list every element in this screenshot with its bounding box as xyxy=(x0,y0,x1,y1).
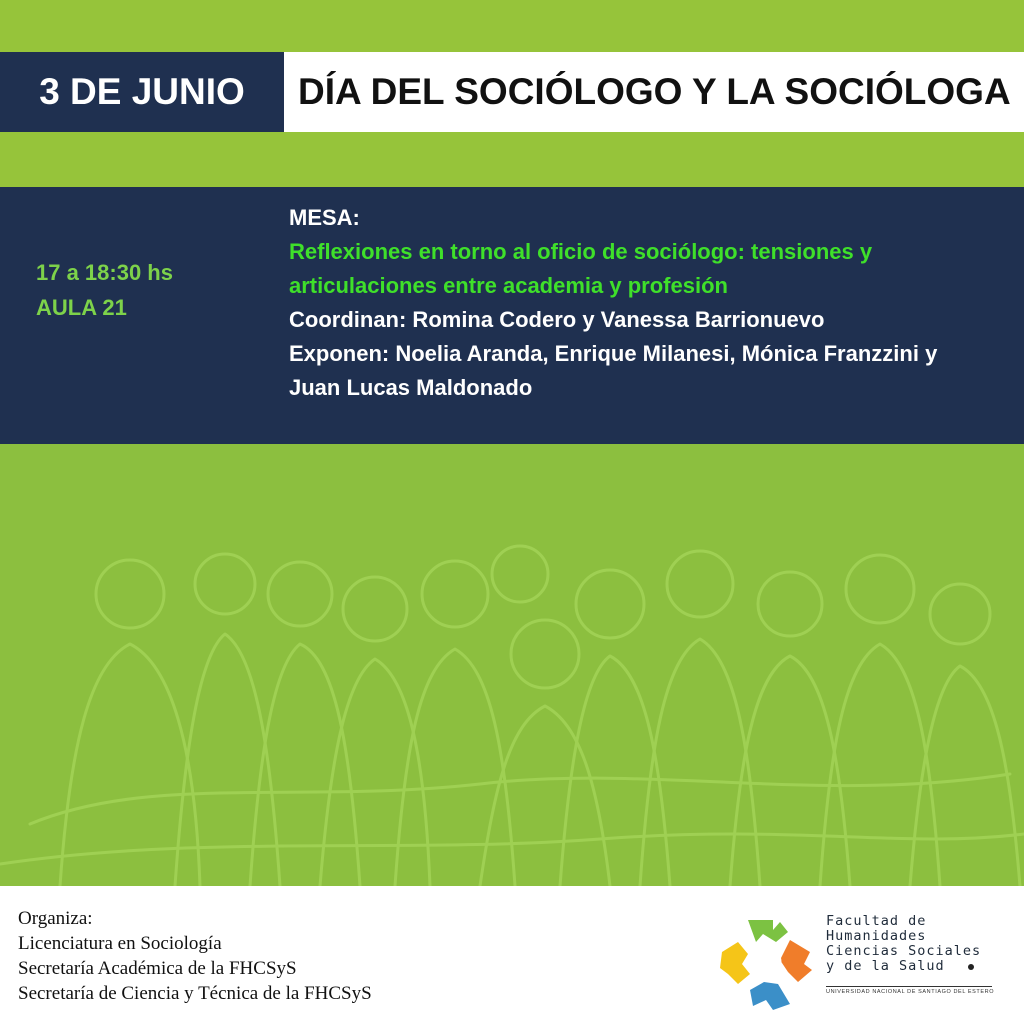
puzzle-emblem-icon xyxy=(718,912,818,1012)
mesa-label: MESA: xyxy=(289,205,360,230)
organizer-item: Licenciatura en Sociología xyxy=(18,933,222,954)
speakers-line1: Exponen: Noelia Aranda, Enrique Milanesi, Mónica Franzzini y xyxy=(289,341,938,366)
crowd-line-illustration xyxy=(0,444,1024,886)
logo-line: Humanidades xyxy=(826,928,927,944)
organizer-item: Secretaría Académica de la FHCSyS xyxy=(18,958,297,979)
speakers-line2: Juan Lucas Maldonado xyxy=(289,375,533,400)
top-green-band xyxy=(0,0,1024,52)
footer xyxy=(0,886,1024,1024)
logo-divider xyxy=(826,986,992,987)
logo-line: Ciencias Sociales xyxy=(826,943,982,959)
logo-line: Facultad de xyxy=(826,913,927,929)
green-separator-band xyxy=(0,132,1024,187)
page-title: DÍA DEL SOCIÓLOGO Y LA SOCIÓLOGA xyxy=(284,52,1024,132)
logo-dot xyxy=(968,964,974,970)
mesa-title-line1: Reflexiones en torno al oficio de sociólogo: tensiones y xyxy=(289,239,873,264)
header xyxy=(0,52,1024,132)
event-date: 3 DE JUNIO xyxy=(0,52,284,132)
logo-wordmark xyxy=(826,914,981,974)
organizer-item: Secretaría de Ciencia y Técnica de la FHCSyS xyxy=(18,983,372,1004)
time-and-room xyxy=(36,255,173,325)
mesa-title-line2: articulaciones entre academia y profesión xyxy=(289,273,728,298)
organizers-label: Organiza: xyxy=(18,908,93,929)
faculty-logo xyxy=(718,912,1018,1012)
university-name: UNIVERSIDAD NACIONAL DE SANTIAGO DEL ESTERO xyxy=(826,989,995,995)
organizers-block xyxy=(18,906,372,1006)
logo-line: y de la Salud xyxy=(826,958,945,974)
event-info-panel xyxy=(0,187,1024,444)
panel-details xyxy=(289,201,1009,405)
coordinators: Coordinan: Romina Codero y Vanessa Barrionuevo xyxy=(289,307,825,332)
event-time: 17 a 18:30 hs xyxy=(36,260,173,285)
event-room: AULA 21 xyxy=(36,295,127,320)
